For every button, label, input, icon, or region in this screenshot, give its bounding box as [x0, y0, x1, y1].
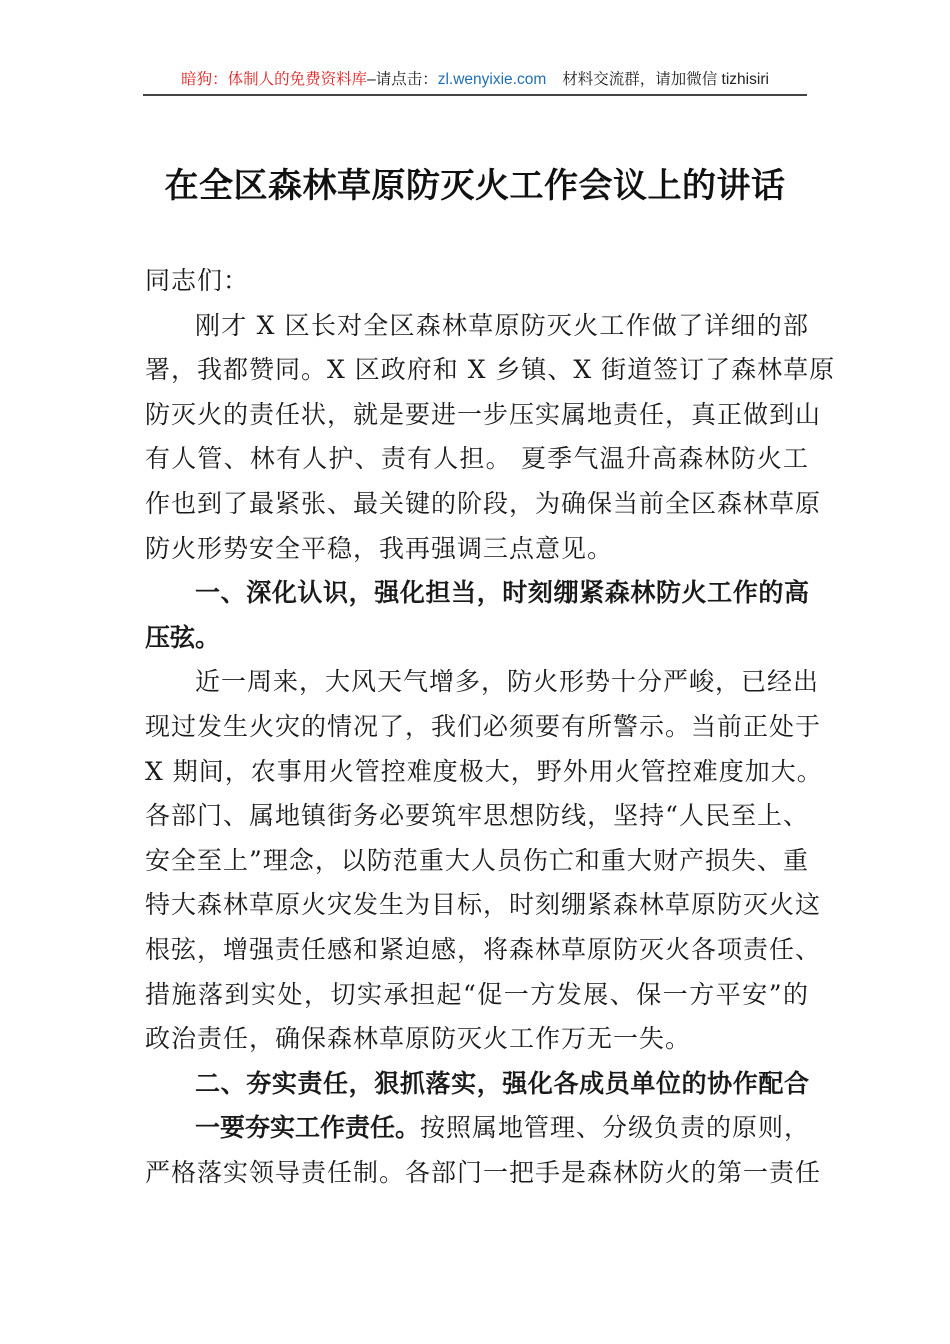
section-heading-1: 一、深化认识，强化担当，时刻绷紧森林防火工作的高 [195, 578, 809, 608]
paragraph-line: 有人管、林有人护、责有人担。 夏季气温升高森林防火工 [145, 444, 809, 474]
paragraph-line: 各部门、属地镇街务必要筑牢思想防线，坚持“人民至上、 [145, 801, 809, 831]
paragraph-line: 根弦，增强责任感和紧迫感，将森林草原防灭火各项责任、 [145, 934, 822, 964]
paragraph-line: 严格落实领导责任制。各部门一把手是森林防火的第一责任 [145, 1157, 822, 1187]
lead-rest: 按照属地管理、分级负责的原则， [420, 1113, 811, 1143]
header-prompt: –请点击： [367, 71, 438, 88]
header-contact: 材料交流群，请加微信 tizhisiri [562, 71, 769, 88]
paragraph-line: 近一周来，大风天气增多，防火形势十分严峻，已经出 [195, 667, 820, 697]
paragraph-line: 署，我都赞同。X 区政府和 X 乡镇、X 街道签订了森林草原 [145, 355, 836, 385]
paragraph-line: X 期间，农事用火管控难度极大，野外用火管控难度加大。 [145, 756, 823, 786]
document-body [145, 259, 836, 1195]
watermark-header [143, 70, 807, 96]
bold-lead: 一要夯实工作责任。 [195, 1113, 421, 1143]
paragraph-line: 政治责任，确保森林草原防灭火工作万无一失。 [145, 1024, 692, 1054]
salutation: 同志们： [145, 266, 250, 295]
header-link[interactable]: zl.wenyixie.com [437, 71, 547, 88]
paragraph-line: 刚才 X 区长对全区森林草原防灭火工作做了详细的部 [195, 310, 809, 340]
paragraph-line: 防灭火的责任状，就是要进一步压实属地责任，真正做到山 [145, 399, 822, 429]
paragraph-line: 安全至上”理念，以防范重大人员伤亡和重大财产损失、重 [145, 845, 809, 875]
paragraph-line: 特大森林草原火灾发生为目标，时刻绷紧森林草原防灭火这 [145, 890, 822, 920]
section-heading-1-cont: 压弦。 [145, 622, 221, 652]
paragraph-line: 防火形势安全平稳，我再强调三点意见。 [145, 533, 614, 563]
paragraph-line: 措施落到实处，切实承担起“促一方发展、保一方平安”的 [145, 979, 809, 1009]
paragraph-line-lead [145, 1106, 809, 1151]
header-site-name: 暗狗：体制人的免费资料库 [181, 71, 368, 88]
paragraph-line: 作也到了最紧张、最关键的阶段，为确保当前全区森林草原 [145, 488, 822, 518]
paragraph-line: 现过发生火灾的情况了，我们必须要有所警示。当前正处于 [145, 711, 822, 741]
section-heading-2: 二、夯实责任，狠抓落实，强化各成员单位的协作配合 [195, 1068, 809, 1098]
document-title: 在全区森林草原防灭火工作会议上的讲话 [164, 166, 786, 206]
